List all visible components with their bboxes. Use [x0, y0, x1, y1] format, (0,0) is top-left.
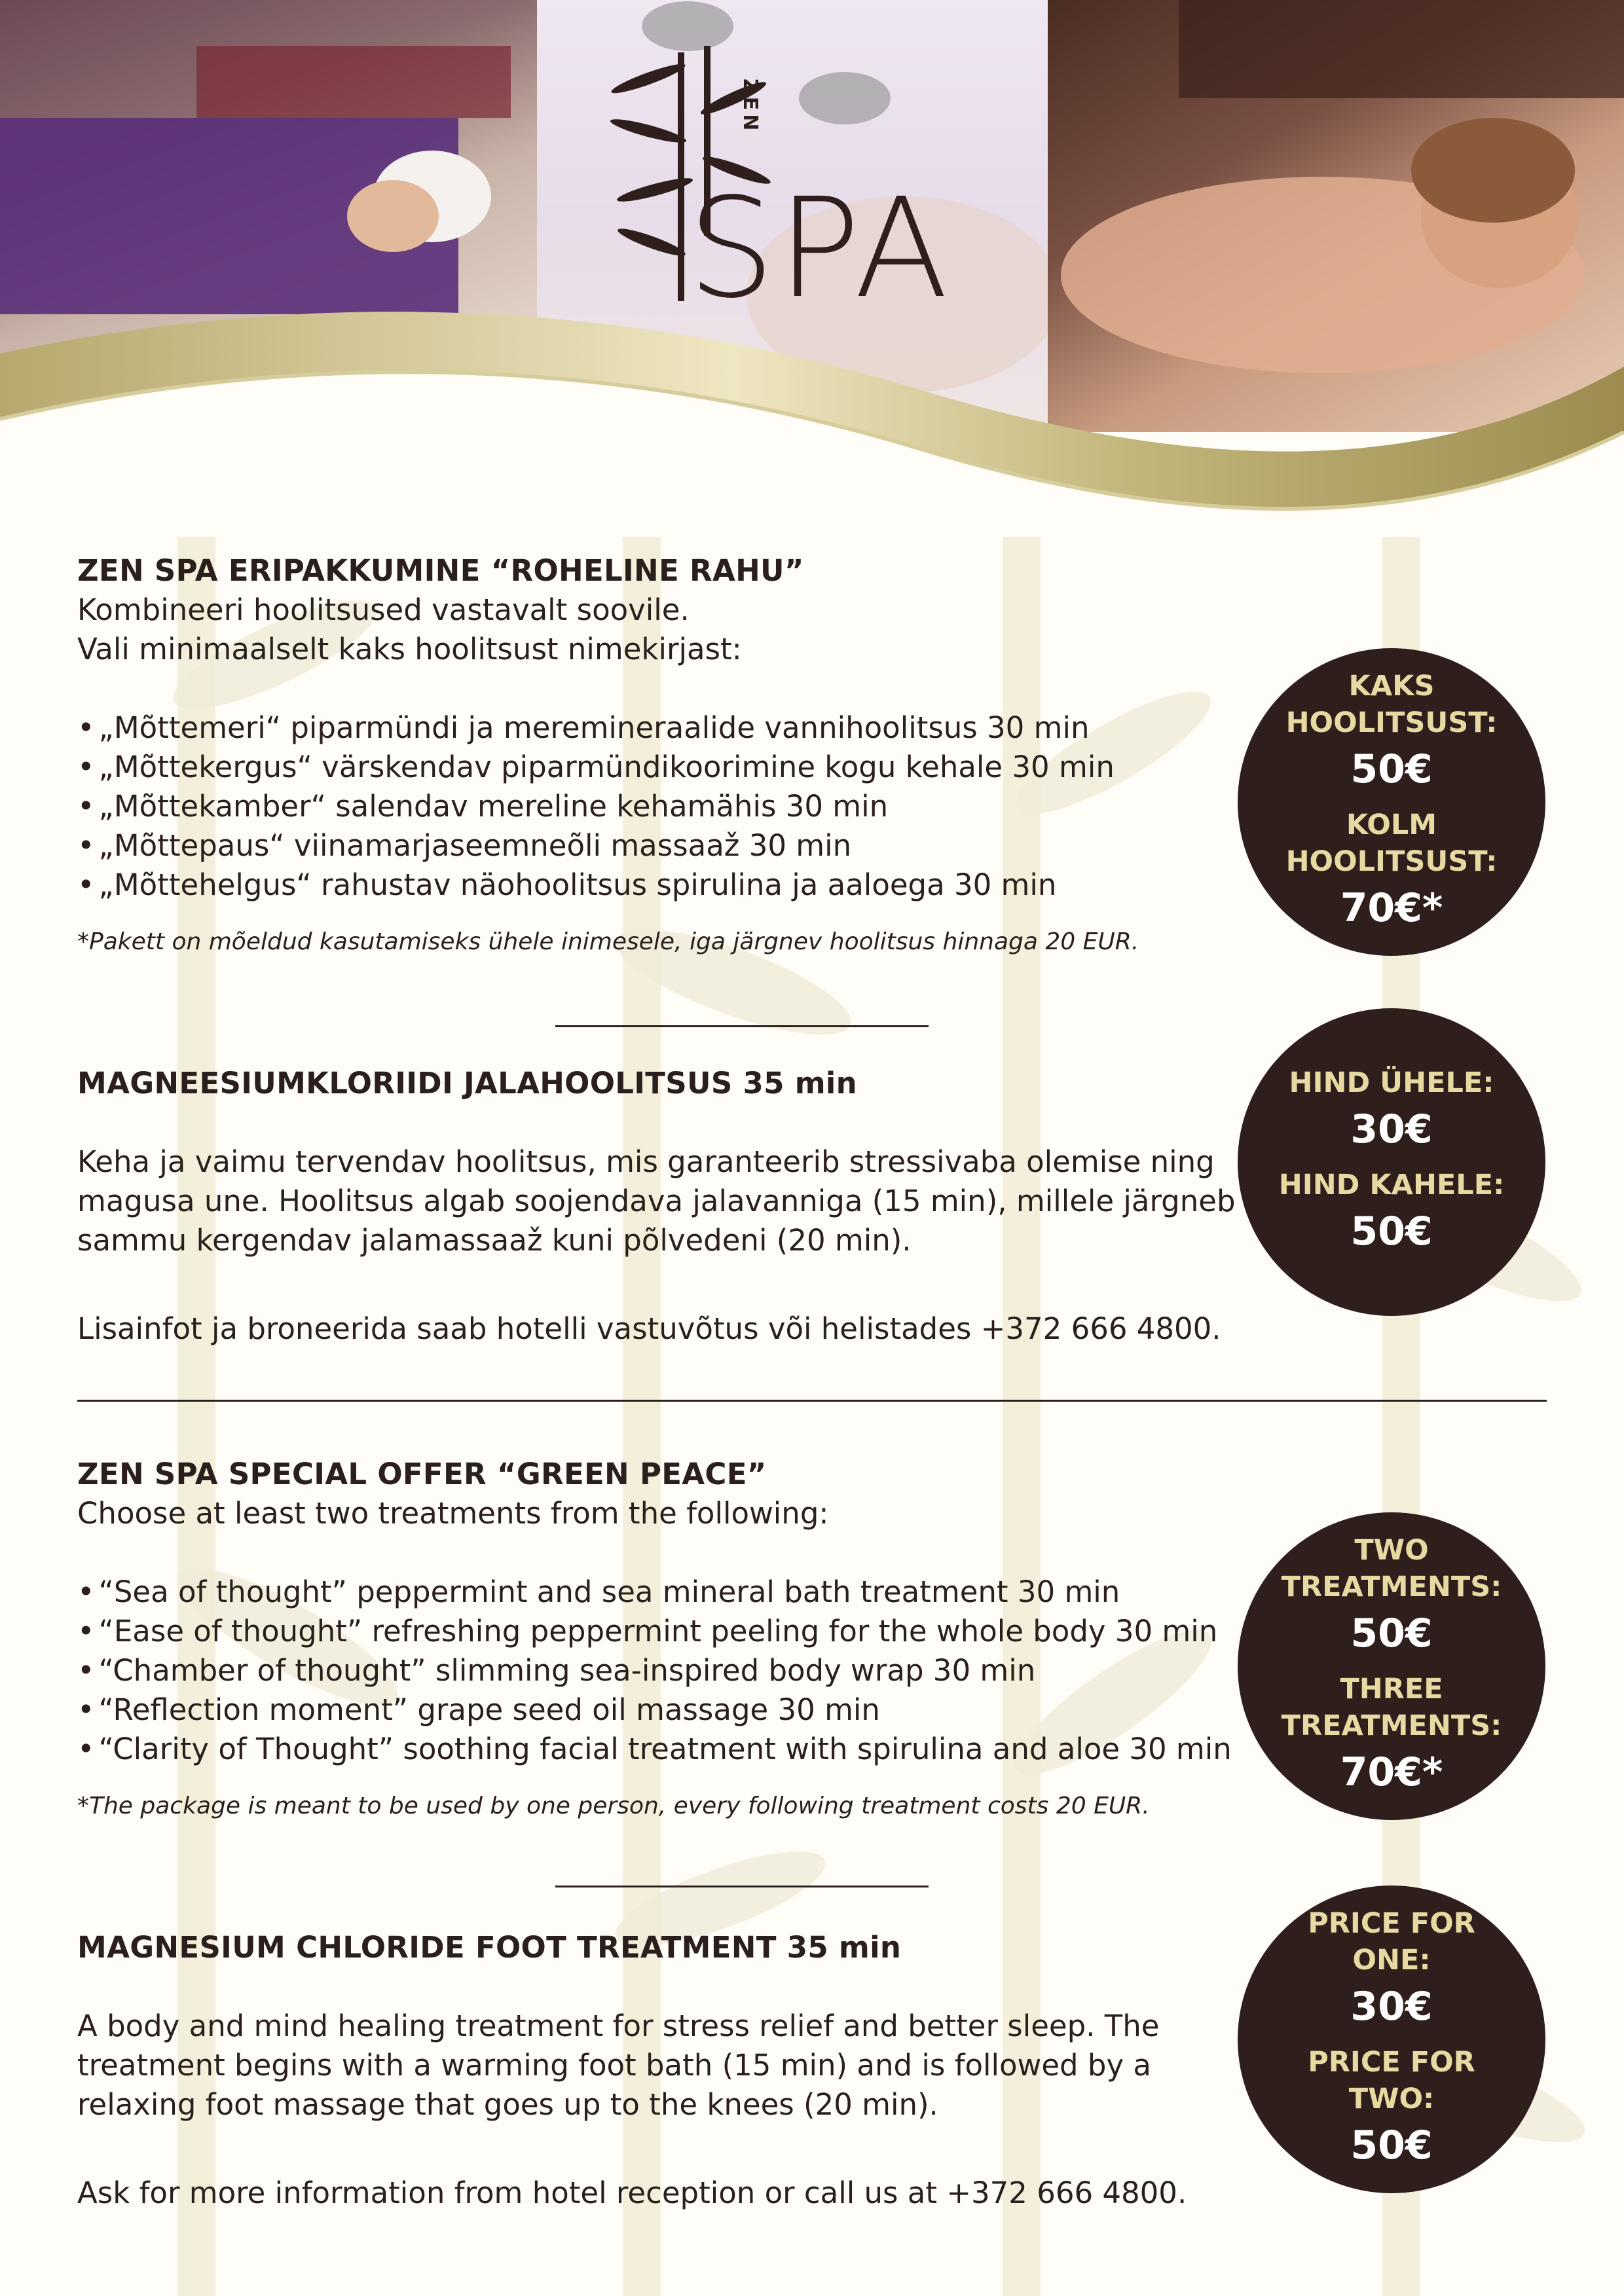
logo-spa-text: SPA — [688, 168, 951, 329]
en-offer-note: *The package is meant to be used by one person, every following treatment costs 20 EUR. — [77, 1793, 1150, 1819]
et-offer-line1: Kombineeri hoolitsused vastavalt soovile. — [77, 592, 690, 627]
en-foot-line: treatment begins with a warming foot bath (15 min) and is followed by a — [77, 2048, 1151, 2083]
list-item: • „Mõttekamber“ salendav mereline kehamähis 30 min — [77, 787, 1243, 826]
price-value: 50€ — [1350, 2123, 1433, 2168]
et-offer-note: *Pakett on mõeldud kasutamiseks ühele inimesele, iga järgnev hoolitsus hinnaga 20 EUR. — [77, 928, 1139, 955]
logo-small-text: ZEN — [739, 79, 762, 135]
price-label: KOLM HOOLITSUST: — [1285, 809, 1498, 878]
price-label: KAKS HOOLITSUST: — [1285, 670, 1498, 739]
list-item: • „Mõttemeri“ piparmündi ja meremineraalide vannihoolitsus 30 min — [77, 708, 1243, 748]
price-label: THREE TREATMENTS: — [1281, 1673, 1502, 1742]
list-item: • “Clarity of Thought” soothing facial treatment with spirulina and aloe 30 min — [77, 1730, 1243, 1769]
et-offer-line2: Vali minimaalselt kaks hoolitsust nimekirjast: — [77, 632, 742, 666]
en-foot-section — [77, 1928, 1243, 2213]
list-item: • „Mõttekergus“ värskendav piparmündikoorimine kogu kehale 30 min — [77, 748, 1243, 787]
et-offer-price-badge — [1238, 648, 1545, 956]
et-foot-info: Lisainfot ja broneerida saab hotelli vastuvõtus või helistades +372 666 4800. — [77, 1311, 1221, 1346]
et-foot-line: sammu kergendav jalamassaaž kuni põlvedeni (20 min). — [77, 1223, 912, 1258]
price-label: HIND ÜHELE: — [1289, 1066, 1494, 1099]
price-value: 30€ — [1350, 1106, 1433, 1152]
et-offer-section — [77, 551, 1243, 958]
en-foot-line: relaxing foot massage that goes up to the knees (20 min). — [77, 2087, 938, 2122]
list-item: • „Mõttehelgus“ rahustav näohoolitsus spirulina ja aaloega 30 min — [77, 866, 1243, 905]
en-offer-line1: Choose at least two treatments from the following: — [77, 1496, 829, 1531]
en-offer-price-badge — [1238, 1512, 1545, 1820]
list-item: • “Ease of thought” refreshing peppermint peeling for the whole body 30 min — [77, 1612, 1243, 1651]
en-offer-title: ZEN SPA SPECIAL OFFER “GREEN PEACE” — [77, 1457, 767, 1491]
list-item: • “Sea of thought” peppermint and sea mineral bath treatment 30 min — [77, 1573, 1243, 1612]
price-value: 30€ — [1350, 1984, 1433, 2030]
section-divider — [555, 1025, 929, 1027]
et-foot-section — [77, 1064, 1243, 1349]
price-label: TWO TREATMENTS: — [1281, 1534, 1502, 1603]
et-foot-price-badge — [1238, 1008, 1545, 1316]
price-label: PRICE FOR ONE: — [1308, 1907, 1475, 1977]
et-foot-line: Keha ja vaimu tervendav hoolitsus, mis garanteerib stressivaba olemise ning — [77, 1144, 1215, 1179]
et-foot-title: MAGNEESIUMKLORIIDI JALAHOOLITSUS 35 min — [77, 1066, 857, 1101]
et-foot-line: magusa une. Hoolitsus algab soojendava jalavanniga (15 min), millele järgneb — [77, 1184, 1236, 1218]
en-offer-section — [77, 1455, 1243, 1823]
en-foot-info: Ask for more information from hotel reception or call us at +372 666 4800. — [77, 2176, 1187, 2210]
et-offer-title: ZEN SPA ERIPAKKUMINE “ROHELINE RAHU” — [77, 553, 804, 588]
language-divider — [77, 1400, 1547, 1402]
list-item: • “Chamber of thought” slimming sea-inspired body wrap 30 min — [77, 1651, 1243, 1690]
list-item: • „Mõttepaus“ viinamarjaseemneõli massaaž 30 min — [77, 826, 1243, 866]
price-value: 50€ — [1350, 1611, 1433, 1656]
en-foot-line: A body and mind healing treatment for stress relief and better sleep. The — [77, 2009, 1160, 2043]
price-value: 70€* — [1340, 1749, 1443, 1795]
price-label: PRICE FOR TWO: — [1308, 2046, 1475, 2115]
en-foot-price-badge — [1238, 1886, 1545, 2193]
header-banner — [0, 0, 1624, 537]
list-item: • “Reflection moment” grape seed oil massage 30 min — [77, 1690, 1243, 1730]
en-offer-list — [77, 1573, 1243, 1769]
price-value: 70€* — [1340, 885, 1443, 931]
section-divider — [555, 1886, 929, 1887]
price-value: 50€ — [1350, 746, 1433, 792]
et-offer-list — [77, 708, 1243, 905]
price-label: HIND KAHELE: — [1278, 1169, 1505, 1201]
spa-logo — [602, 39, 995, 329]
en-foot-title: MAGNESIUM CHLORIDE FOOT TREATMENT 35 min — [77, 1930, 902, 1965]
price-value: 50€ — [1350, 1209, 1433, 1254]
